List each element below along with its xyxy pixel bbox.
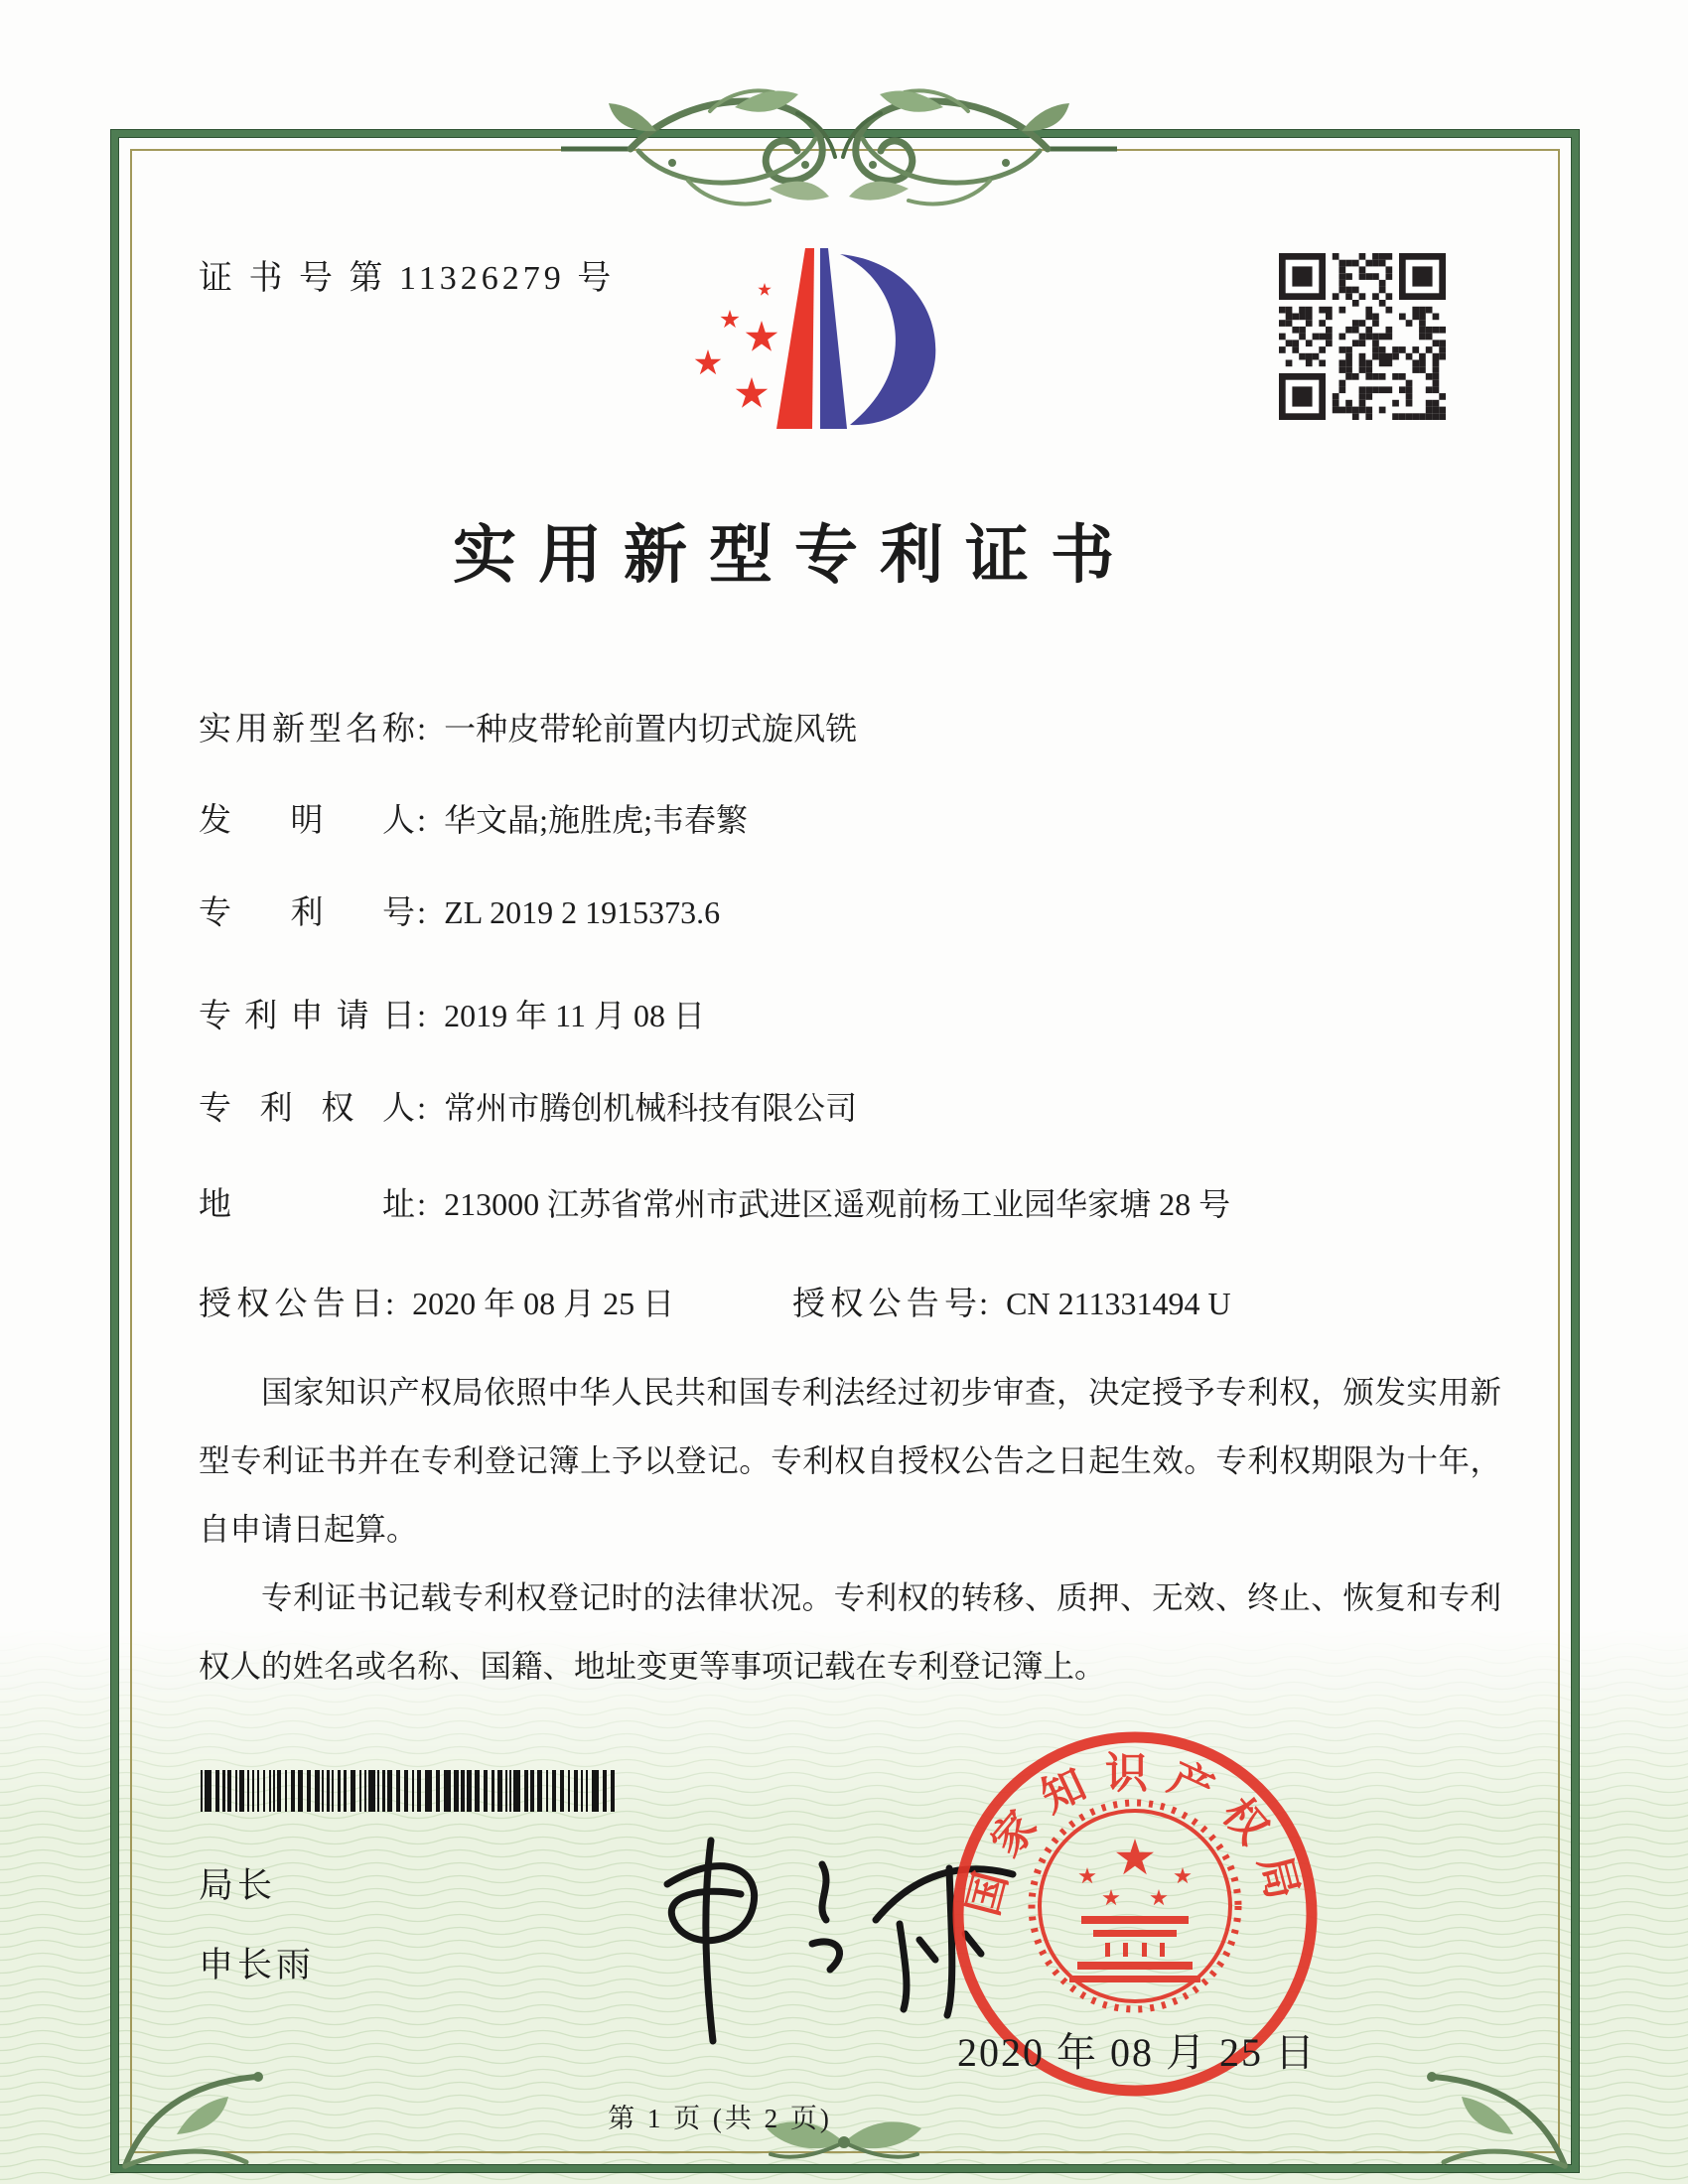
colon: : <box>979 1287 989 1322</box>
field-row-inventors <box>199 794 748 842</box>
qr-code-icon <box>1279 253 1446 420</box>
page-indicator: 第 1 页 (共 2 页) <box>608 2104 832 2133</box>
field-label: 实用新型名称 <box>199 712 415 748</box>
field-value: 一种皮带轮前置内切式旋风铣 <box>444 711 858 747</box>
field-value: 常州市腾创机械科技有限公司 <box>444 1090 858 1126</box>
field-value: 213000 江苏省常州市武进区遥观前杨工业园华家塘 28 号 <box>444 1186 1231 1222</box>
field-value: ZL 2019 2 1915373.6 <box>444 894 721 930</box>
field-label: 授权公告号 <box>792 1287 977 1322</box>
colon: : <box>417 999 427 1034</box>
field-label: 专利号 <box>199 895 415 931</box>
barcode-icon <box>199 1770 618 1812</box>
field-row-patentee <box>199 1082 857 1130</box>
legal-text-block <box>199 1358 1501 1701</box>
field-row-filing-date <box>199 990 705 1037</box>
colon: : <box>417 1091 427 1127</box>
field-value: 华文晶;施胜虎;韦春繁 <box>444 802 748 838</box>
field-pair-grant-number <box>792 1278 1231 1324</box>
legal-paragraph-2: 专利证书记载专利权登记时的法律状况。专利权的转移、质押、无效、终止、恢复和专利权人的姓名或名称、国籍、地址变更等事项记载在专利登记簿上。 <box>199 1580 1501 1684</box>
field-label: 地址 <box>199 1187 415 1223</box>
field-value: 2019 年 11 月 08 日 <box>444 998 705 1033</box>
national-emblem-icon <box>1032 1803 1238 2009</box>
bottom-left-flourish-icon <box>117 2043 281 2174</box>
certificate-title: 实用新型专利证书 <box>453 520 1136 591</box>
colon: : <box>417 1187 427 1223</box>
svg-text:国家知识产权局 <box>960 1750 1310 1921</box>
bottom-right-flourish-icon <box>1409 2043 1573 2174</box>
colon: : <box>417 895 427 931</box>
field-label: 专利申请日 <box>199 999 415 1034</box>
top-scroll-ornament-icon <box>561 62 1117 235</box>
field-row-name <box>199 703 857 751</box>
director-name: 申长雨 <box>199 1946 316 1984</box>
certificate-number: 证 书 号 第 11326279 号 <box>199 260 616 297</box>
director-title: 局长 <box>199 1866 277 1905</box>
field-row-grant <box>199 1278 1509 1325</box>
field-value: CN 211331494 U <box>1006 1286 1231 1321</box>
seal-circular-text: 国家知识产权局 <box>960 1750 1310 1921</box>
field-row-address <box>199 1178 1230 1226</box>
colon: : <box>385 1287 395 1322</box>
cnipa-logo-icon <box>671 240 941 469</box>
field-label: 发明人 <box>199 803 415 839</box>
colon: : <box>417 712 427 748</box>
field-label: 专利权人 <box>199 1091 415 1127</box>
legal-paragraph-1: 国家知识产权局依照中华人民共和国专利法经过初步审查，决定授予专利权，颁发实用新型专利证书并在专利登记簿上予以登记。专利权自授权公告之日起生效。专利权期限为十年，自申请日起算。 <box>199 1375 1501 1547</box>
field-row-patent-number <box>199 887 720 934</box>
field-value: 2020 年 08 月 25 日 <box>412 1286 675 1321</box>
seal-date: 2020 年 08 月 25 日 <box>957 2030 1317 2075</box>
field-label: 授权公告日 <box>199 1287 383 1322</box>
colon: : <box>417 803 427 839</box>
